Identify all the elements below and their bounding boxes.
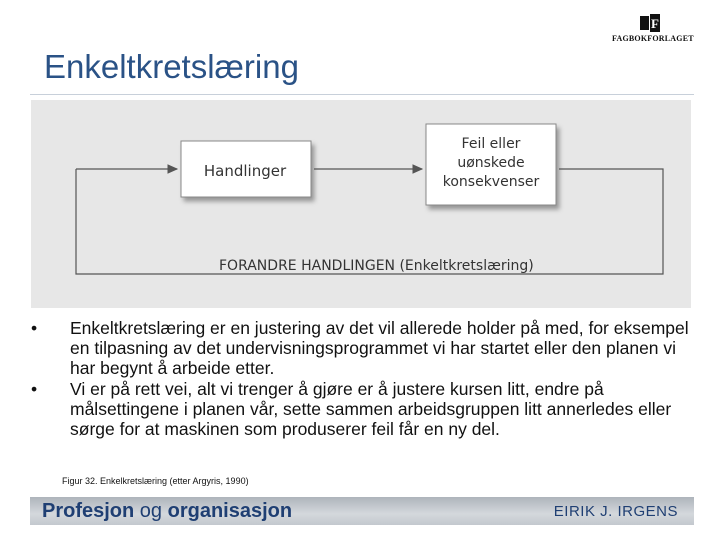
book-title [42,500,292,523]
author-name: EIRIK J. IRGENS [553,503,678,520]
bullet-text: Vi er på rett vei, alt vi trenger å gjøre er å justere kursen litt, endre på målsettingene i planen vår, sette sammen arbeidsgruppen litt annerledes eller sørge for at maskinen som produserer feil får en ny del. [70,379,672,439]
figure-caption: Figur 32. Enkelkretslæring (etter Argyris, 1990) [62,476,249,486]
box-consequences-line-2: uønskede [457,155,525,171]
book-logo-icon [640,14,662,32]
bullet-marker: • [31,379,38,399]
logo-mark-letter: F [651,16,659,31]
book-title-og: og [134,500,168,522]
title-divider [30,94,694,95]
single-loop-diagram [31,100,691,308]
bullet-marker: • [31,318,38,338]
publisher-name: FAGBOKFORLAGET [612,34,694,43]
box-handlinger-label: Handlinger [203,162,287,180]
bullet-item [30,318,690,378]
book-title-part-2: organisasjon [167,500,293,522]
bullet-item [30,379,690,439]
feedback-loop-label: FORANDRE HANDLINGEN (Enkeltkretslæring) [219,258,534,274]
publisher-logo [612,14,694,48]
footer-bar [30,497,694,525]
book-title-part-1: Profesjon [42,500,135,522]
bullet-text: Enkeltkretslæring er en justering av det vil allerede holder på med, for eksempel en tilpasning av det undervisningsprogrammet vi har startet eller den planen vi har begynt å arbeide etter. [70,318,689,378]
slide-title: Enkeltkretslæring [44,48,299,85]
box-consequences-line-3: konsekvenser [442,174,540,190]
box-consequences-line-1: Feil eller [461,136,521,152]
diagram-canvas [31,100,691,308]
bullet-list [30,318,690,440]
